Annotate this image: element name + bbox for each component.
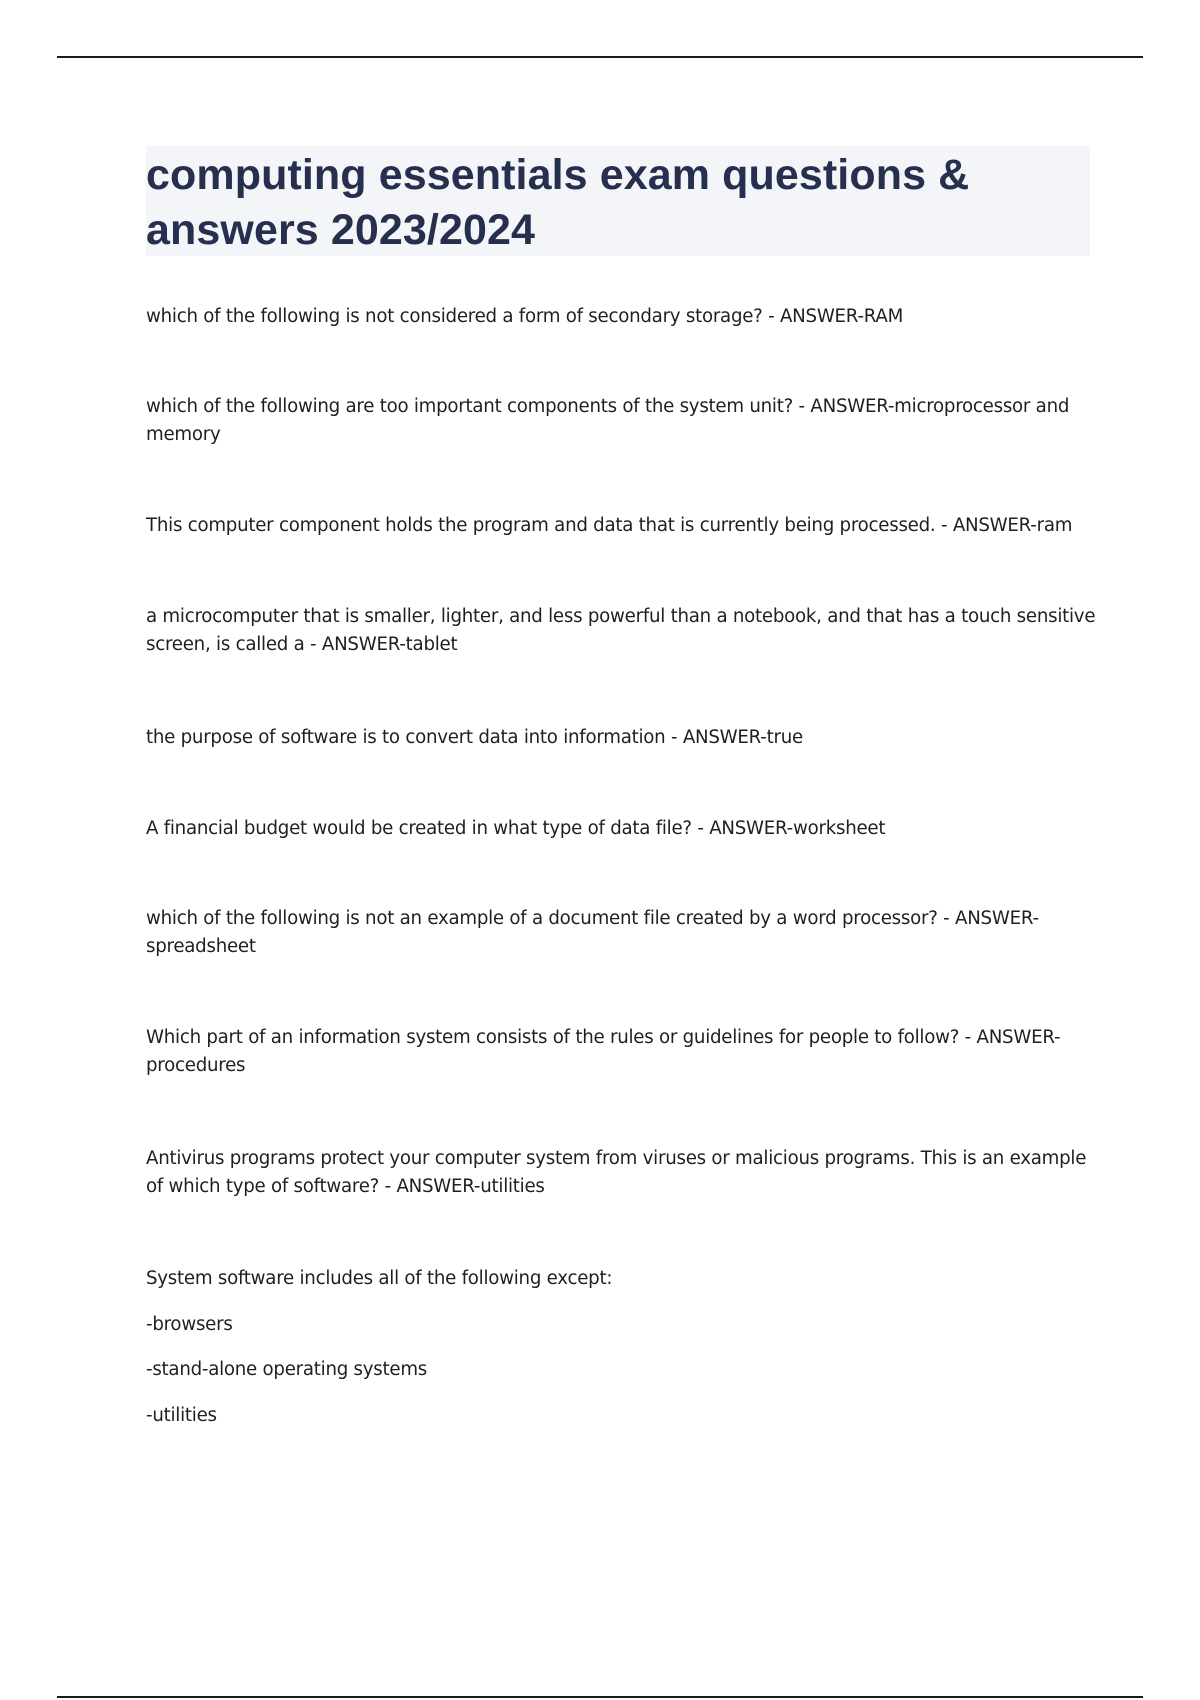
qa-item-10-question: System software includes all of the following except:	[146, 1268, 613, 1289]
answer-separator: -	[691, 818, 710, 839]
answer-text: ANSWER-tablet	[321, 634, 458, 655]
answer-separator: -	[379, 1176, 397, 1197]
answer-text: ANSWER-ram	[952, 515, 1073, 536]
qa-item-9	[146, 1145, 1096, 1201]
answer-text: ANSWER-true	[682, 727, 803, 748]
question-text: a microcomputer that is smaller, lighter, and less powerful than a notebook, and that has a touch sensitive screen, is called a	[146, 606, 1096, 655]
qa-item-5	[146, 724, 1096, 752]
qa-item-4	[146, 603, 1096, 659]
qa-item-6	[146, 815, 1096, 843]
answer-separator: -	[937, 908, 956, 929]
answer-text: ANSWER-worksheet	[709, 818, 886, 839]
answer-separator: -	[793, 396, 811, 417]
answer-text: ANSWER-procedures	[146, 1027, 1061, 1076]
answer-separator: -	[935, 515, 953, 536]
question-text: which of the following is not an example of a document file created by a word processor?	[146, 908, 938, 929]
question-text: This computer component holds the program and data that is currently being processed.	[146, 515, 936, 536]
answer-text: ANSWER-utilities	[396, 1176, 545, 1197]
header-rule	[57, 56, 1143, 58]
qa-item-7	[146, 905, 1096, 961]
question-text: Antivirus programs protect your computer system from viruses or malicious programs. This is an example of which type of software?	[146, 1148, 1087, 1197]
answer-text: ANSWER-RAM	[779, 306, 904, 327]
document-title: computing essentials exam questions & answers 2023/2024	[146, 151, 970, 254]
question-text: which of the following is not considered a form of secondary storage?	[146, 306, 763, 327]
answer-text: ANSWER-microprocessor and memory	[146, 396, 1070, 445]
question-text: the purpose of software is to convert data into information	[146, 727, 666, 748]
answer-separator: -	[762, 306, 780, 327]
answer-option: -browsers	[146, 1314, 233, 1335]
answer-option: -stand-alone operating systems	[146, 1359, 428, 1380]
qa-item-1	[146, 303, 1096, 331]
question-text: A financial budget would be created in what type of data file?	[146, 818, 692, 839]
qa-item-3	[146, 512, 1096, 540]
answer-separator: -	[665, 727, 683, 748]
answer-separator: -	[959, 1027, 977, 1048]
qa-item-8	[146, 1024, 1096, 1080]
answer-separator: -	[304, 634, 322, 655]
answer-option: -utilities	[146, 1405, 217, 1426]
question-text: Which part of an information system consists of the rules or guidelines for people to follow?	[146, 1027, 960, 1048]
qa-item-2	[146, 393, 1096, 449]
answer-text: ANSWER-spreadsheet	[146, 908, 1039, 957]
question-text: which of the following are too important components of the system unit?	[146, 396, 794, 417]
footer-rule	[57, 1696, 1143, 1698]
